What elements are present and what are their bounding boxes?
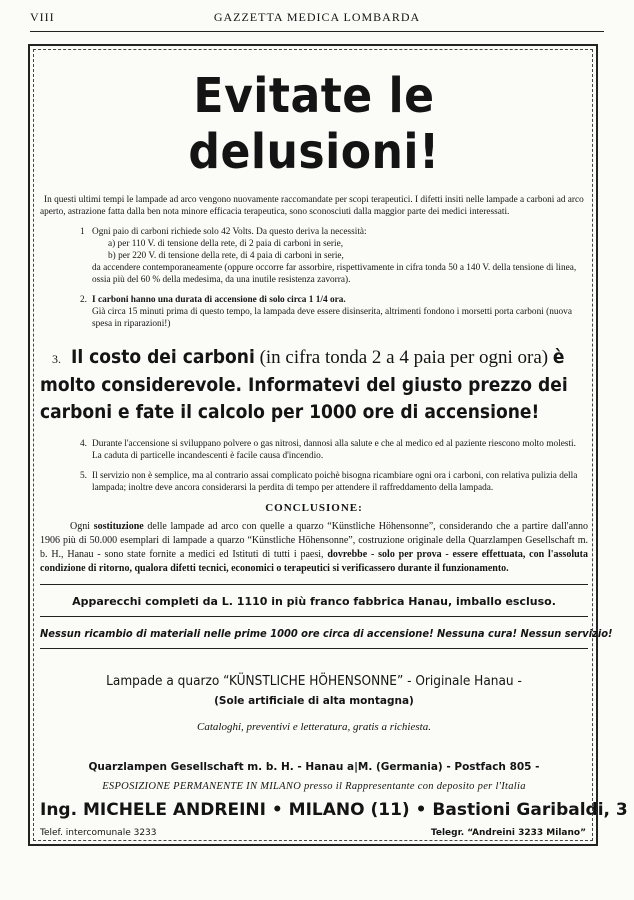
headline: Evitate le delusioni! xyxy=(188,68,440,180)
item-1-b: b) per 220 V. di tensione della rete, di 4 paia di carboni in serie, xyxy=(108,251,344,261)
header-rule xyxy=(30,31,604,32)
catalog-line: Cataloghi, preventivi e letteratura, gratis a richiesta. xyxy=(197,721,431,733)
conclusion-paragraph xyxy=(40,520,588,576)
telegraph: Telegr. “Andreini 3233 Milano” xyxy=(430,828,586,838)
divider-2 xyxy=(40,616,588,617)
divider-1 xyxy=(40,584,588,585)
no-maintenance-line: Nessun ricambio di materiali nelle prime 1000 ore circa di accensione! Nessuna cura! Nessun servizio! xyxy=(40,627,613,640)
item-2-bold: I carboni hanno una durata di accensione di solo circa 1 1/4 ora. xyxy=(92,295,346,305)
item-4 xyxy=(40,438,588,462)
item-2-text: Già circa 15 minuti prima di questo tempo, la lampada deve essere disinserita, altrimenti fondono i morsetti porta carboni (nuova spesa in riparazioni!) xyxy=(92,307,572,329)
telephone: Telef. intercomunale 3233 xyxy=(40,828,157,838)
item-1-a: a) per 110 V. di tensione della rete, di 2 paia di carboni in serie, xyxy=(108,239,344,249)
item-3-number: 3. xyxy=(52,352,61,366)
exhibition-line: ESPOSIZIONE PERMANENTE IN MILANO presso il Rappresentante con deposito per l'Italia xyxy=(102,781,526,792)
item-5-number: 5. xyxy=(80,471,87,481)
page-header xyxy=(30,8,604,26)
intro-paragraph: In questi ultimi tempi le lampade ad arco vengono nuovamente raccomandate per scopi terapeutici. I difetti insiti nelle lampade a carboni ad arco aperto, astrazione fatta dalla ben nota minore efficacia terapeutica, sono sconosciuti dalla maggior parte dei medici interessati. xyxy=(40,195,584,217)
item-1-number: 1 xyxy=(80,227,85,237)
item-1-text: Ogni paio di carboni richiede solo 42 Volts. Da questo deriva la necessità: xyxy=(92,227,367,237)
conclusion-part-1: Ogni xyxy=(70,521,90,532)
conclusion-bold-2: dovrebbe - solo per prova - essere effettuata, con l'assoluta condizione di ritorno, qualora difetti tecnici, economici o terapeutici si verificassero durante il funzionamento. xyxy=(40,549,588,574)
page-number: VIII xyxy=(30,10,55,24)
item-4-text: Durante l'accensione si sviluppano polvere o gas nitrosi, dannosi alla salute e che al medico ed al paziente riescono molto molesti. La caduta di particelle incandescenti è facile causa d'incendio. xyxy=(92,439,576,461)
item-2 xyxy=(40,294,588,330)
item-5-text: Il servizio non è semplice, ma al contrario assai complicato poichè bisogna ricambiare ogni ora i carboni, con relativa pulizia della lampada; inoltre deve ancora considerarsi la perdita di tempo per attendere il raffreddamento della lampada. xyxy=(92,471,578,493)
product-name: Lampade a quarzo “KÜNSTLICHE HÖHENSONNE” - Originale Hanau - xyxy=(106,673,522,689)
conclusion-bold-1: sostituzione xyxy=(93,521,144,532)
company-line: Quarzlampen Gesellschaft m. b. H. - Hanau a|M. (Germania) - Postfach 805 - xyxy=(88,761,540,773)
divider-3 xyxy=(40,648,588,649)
advertisement-content xyxy=(40,56,628,842)
price-line: Apparecchi completi da L. 1110 in più franco fabbrica Hanau, imballo escluso. xyxy=(72,595,556,608)
journal-title: GAZZETTA MEDICA LOMBARDA xyxy=(213,10,421,24)
product-subtitle: (Sole artificiale di alta montagna) xyxy=(214,695,414,707)
item-1-c: da accendere contemporaneamente (oppure occorre far assorbire, rispettivamente in cifra tonda 50 a 140 V. della tensione di linea, ossia più del 60 % della medesima, da una inutile resistenza zavorra). xyxy=(92,263,577,285)
representative-line: Ing. MICHELE ANDREINI • MILANO (11) • Bastioni Garibaldi, 3 xyxy=(40,800,628,820)
item-1 xyxy=(40,226,588,286)
item-4-number: 4. xyxy=(80,439,87,449)
item-3-bold-1: Il costo dei carboni xyxy=(71,346,255,368)
item-2-number: 2. xyxy=(80,295,87,305)
contact-line xyxy=(40,828,588,842)
item-3 xyxy=(40,344,588,426)
item-3-bold-2: è molto considerevole. Informatevi del giusto prezzo dei carboni e fate il calcolo per 1000 ore di accensione! xyxy=(40,346,568,423)
item-3-text: (in cifra tonda 2 a 4 paia per ogni ora) xyxy=(259,347,549,368)
item-5 xyxy=(40,470,588,494)
conclusion-part-2: delle lampade ad arco con quelle a quarzo “Künstliche Höhensonne”, considerando che a partire dall'anno 1906 più di 50.000 esemplari di lampade a quarzo “Künstliche Höhensonne”, costruzione originale della Quarzlampen Gesellschaft m. b. H., Hanau - sono state fornite a medici ed Istituti di tutti i paesi, xyxy=(40,521,589,560)
conclusion-title: CONCLUSIONE: xyxy=(265,502,363,514)
